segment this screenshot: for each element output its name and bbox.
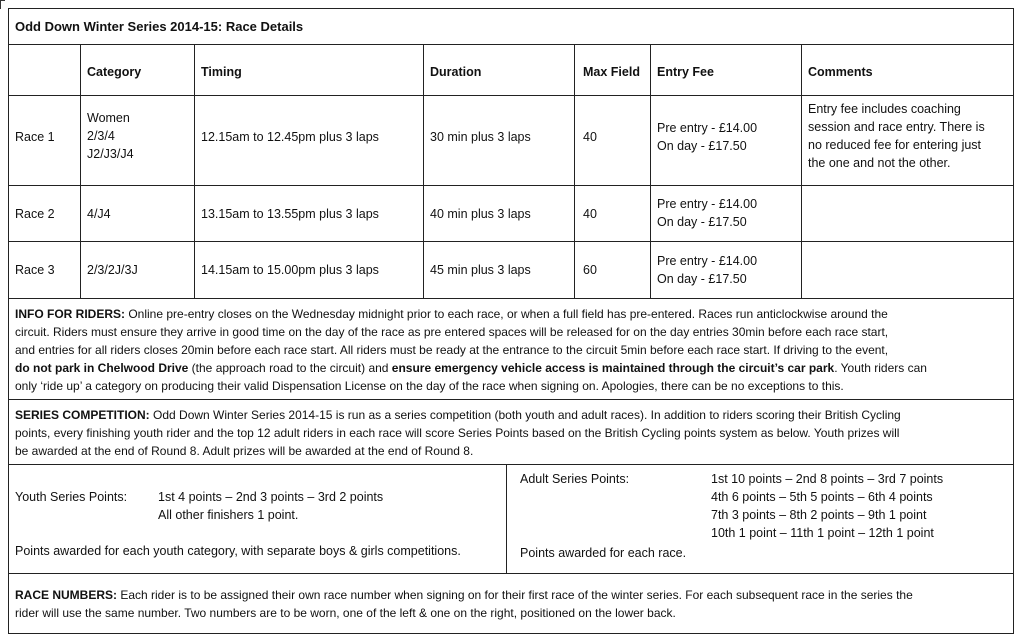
adult-points-cell: Adult Series Points: 1st 10 points – 2nd 8 points – 3rd 7 points 4th 6 points – 5th 5 points – 6th 4 points 7th 3 points – 8th 2 points – 9th 1 point 10th 1 point – 11th 1 point – 12th 1 point Points awarded for each race. — [520, 472, 944, 560]
race-numbers-text: RACE NUMBERS: Each rider is to be assigned their own race number when signing on for their first race of the winter series. For each subsequent race in the series the rider will use the same number. Two numbers are to be worn, one of the left & one on the right, positioned on the lower back. — [15, 588, 913, 620]
category-cell: Women 2/3/4 J2/J3/J4 — [81, 96, 195, 185]
youth-points-cell: Youth Series Points: 1st 4 points – 2nd 3 points – 3rd 2 points All other finishers 1 point. Points awarded for each youth category, with separate boys & girls competitions. — [9, 465, 507, 573]
series-label: SERIES COMPETITION: — [15, 408, 150, 422]
table-row — [9, 96, 1013, 186]
youth-points-label: Youth Series Points: — [15, 490, 128, 504]
duration-cell: 40 min plus 3 laps — [424, 186, 575, 241]
header-cell-timing: Timing — [195, 45, 424, 95]
entry-fee-cell: Pre entry - £14.00 On day - £17.50 — [651, 186, 802, 241]
header-cell-category: Category — [81, 45, 195, 95]
youth-points-note: Points awarded for each youth category, with separate boys & girls competitions. — [15, 544, 461, 558]
race-numbers-section — [9, 574, 1013, 635]
table-row — [9, 242, 1013, 299]
info-for-riders-section — [9, 299, 1013, 400]
race-details-document — [8, 8, 1014, 634]
race-name-cell: Race 2 — [9, 186, 81, 241]
comments-cell — [802, 242, 1015, 298]
entry-fee-cell: Pre entry - £14.00 On day - £17.50 — [651, 242, 802, 298]
series-competition-section — [9, 400, 1013, 465]
adult-points-note: Points awarded for each race. — [520, 546, 687, 560]
category-cell: 4/J4 — [81, 186, 195, 241]
max-field-cell: 40 — [575, 96, 651, 185]
timing-cell: 14.15am to 15.00pm plus 3 laps — [195, 242, 424, 298]
max-field-cell: 40 — [575, 186, 651, 241]
title-row — [9, 9, 1013, 45]
document-title: Odd Down Winter Series 2014-15: Race Details — [15, 19, 304, 34]
series-points-section — [9, 465, 1013, 574]
header-cell-comments: Comments — [808, 65, 873, 79]
race-name-cell: Race 3 — [9, 242, 81, 298]
adult-points-label: Adult Series Points: — [520, 472, 630, 486]
table-row — [9, 186, 1013, 242]
category-cell: 2/3/2J/3J — [81, 242, 195, 298]
header-cell-duration: Duration — [424, 45, 575, 95]
entry-fee-cell: Pre entry - £14.00 On day - £17.50 — [651, 96, 802, 185]
table-header-row — [9, 45, 1013, 96]
info-text: INFO FOR RIDERS: Online pre-entry closes on the Wednesday midnight prior to each race, or when a full field has pre-entered. Races run anticlockwise around the circuit. Riders must ensure they arrive in good time on the day of the race as pre entered spaces will be released for on the day entries 30min before each race start, and entries for all riders closes 20min before each race start. All riders must be ready at the entrance to the circuit 5min before each race start. If driving to the event, do not park in Chelwood Drive (the approach road to the circuit) and ensure emergency vehicle access is maintained through the circuit’s car park. Youth riders can only ‘ride up’ a category on producing their valid Dispensation License on the day of the race when signing on. Apologies, there can be no exceptions to this. — [15, 307, 927, 393]
timing-cell: 13.15am to 13.55pm plus 3 laps — [195, 186, 424, 241]
header-cell-max-field: Max Field — [575, 45, 651, 95]
series-text: SERIES COMPETITION: Odd Down Winter Series 2014-15 is run as a series competition (both youth and adult races). In addition to riders scoring their British Cycling points, every finishing youth rider and the top 12 adult riders in each race will score Series Points based on the British Cycling points system as below. Youth prizes will be awarded at the end of Round 8. Adult prizes will be awarded at the end of Round 8. — [15, 408, 901, 458]
duration-cell: 30 min plus 3 laps — [424, 96, 575, 185]
header-cell-entry-fee: Entry Fee — [651, 45, 802, 95]
max-field-cell: 60 — [575, 242, 651, 298]
header-cell-blank — [9, 45, 81, 95]
duration-cell: 45 min plus 3 laps — [424, 242, 575, 298]
race-numbers-label: RACE NUMBERS: — [15, 588, 117, 602]
info-label: INFO FOR RIDERS: — [15, 307, 125, 321]
comments-cell — [802, 186, 1015, 241]
timing-cell: 12.15am to 12.45pm plus 3 laps — [195, 96, 424, 185]
comments-cell: Entry fee includes coaching session and race entry. There is no reduced fee for entering just the one and not the other. — [808, 102, 985, 170]
race-name-cell: Race 1 — [9, 96, 81, 185]
corner-mark — [0, 0, 5, 9]
